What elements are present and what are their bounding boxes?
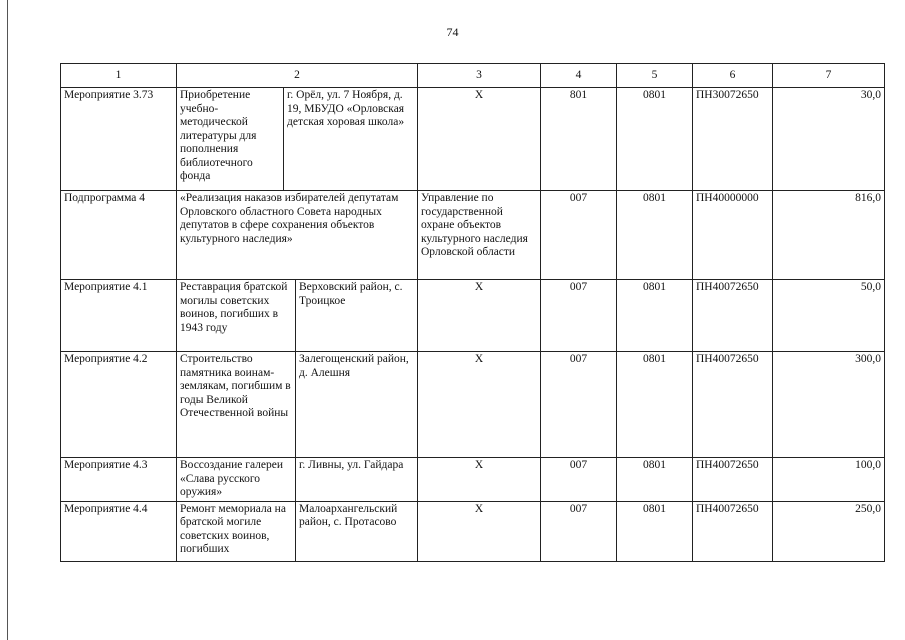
row-col7-cell: 816,0 — [773, 191, 885, 280]
row-col5-cell: 0801 — [617, 88, 693, 191]
row-name-cell: «Реализация наказов избирателей депутатам Орловского областного Совета народных депутатов в сфере сохранения объектов культурного наследия» — [177, 191, 418, 280]
page-margin-line — [7, 0, 8, 640]
table-row — [61, 352, 885, 458]
header-cell: 3 — [418, 64, 541, 88]
row-location-cell: г. Орёл, ул. 7 Ноября, д. 19, МБУДО «Орловская детская хоровая школа» — [284, 88, 418, 191]
row-col6-cell: ПН40072650 — [693, 458, 773, 502]
row-location-cell: г. Ливны, ул. Гайдара — [296, 458, 418, 502]
row-col5-cell: 0801 — [617, 501, 693, 561]
row-col7-cell: 30,0 — [773, 88, 885, 191]
row-col5-cell: 0801 — [617, 352, 693, 458]
row-id-cell: Подпрограмма 4 — [61, 191, 177, 280]
row-col3-cell: Управление по государственной охране объектов культурного наследия Орловской области — [418, 191, 541, 280]
row-col6-cell: ПН40072650 — [693, 352, 773, 458]
row-col7-cell: 250,0 — [773, 501, 885, 561]
row-name-cell: Ремонт мемориала на братской могиле советских воинов, погибших — [177, 501, 296, 561]
row-col4-cell: 007 — [541, 352, 617, 458]
row-col3-cell: X — [418, 280, 541, 352]
row-col4-cell: 007 — [541, 458, 617, 502]
header-cell: 7 — [773, 64, 885, 88]
table-row — [61, 458, 885, 502]
row-col5-cell: 0801 — [617, 458, 693, 502]
row-id-cell: Мероприятие 3.73 — [61, 88, 177, 191]
table-row — [61, 88, 885, 191]
table-row — [61, 501, 885, 561]
row-name-cell: Приобретение учебно-методической литературы для пополнения библиотечного фонда — [177, 88, 284, 191]
row-col4-cell: 007 — [541, 280, 617, 352]
page-number: 74 — [446, 25, 459, 39]
budget-table — [60, 63, 885, 562]
row-col6-cell: ПН40072650 — [693, 280, 773, 352]
row-id-cell: Мероприятие 4.3 — [61, 458, 177, 502]
row-col5-cell: 0801 — [617, 191, 693, 280]
row-col7-cell: 100,0 — [773, 458, 885, 502]
table-row — [61, 280, 885, 352]
row-location-cell: Малоархангельский район, с. Протасово — [296, 501, 418, 561]
row-col5-cell: 0801 — [617, 280, 693, 352]
header-cell: 1 — [61, 64, 177, 88]
header-cell: 2 — [177, 64, 418, 88]
row-name-cell: Воссоздание галереи «Слава русского оружия» — [177, 458, 296, 502]
row-col7-cell: 300,0 — [773, 352, 885, 458]
row-id-cell: Мероприятие 4.1 — [61, 280, 177, 352]
row-col3-cell: X — [418, 458, 541, 502]
row-col3-cell: X — [418, 352, 541, 458]
row-location-cell: Верховский район, с. Троицкое — [296, 280, 418, 352]
header-cell: 5 — [617, 64, 693, 88]
row-id-cell: Мероприятие 4.4 — [61, 501, 177, 561]
row-col6-cell: ПН40000000 — [693, 191, 773, 280]
row-col4-cell: 007 — [541, 191, 617, 280]
row-location-cell: Залегощенский район, д. Алешня — [296, 352, 418, 458]
table-row — [61, 191, 885, 280]
row-col6-cell: ПН40072650 — [693, 501, 773, 561]
row-name-cell: Строительство памятника воинам-землякам, погибшим в годы Великой Отечественной войны — [177, 352, 296, 458]
row-col4-cell: 801 — [541, 88, 617, 191]
table-header-row — [61, 64, 885, 88]
header-cell: 6 — [693, 64, 773, 88]
row-id-cell: Мероприятие 4.2 — [61, 352, 177, 458]
row-col3-cell: X — [418, 501, 541, 561]
header-cell: 4 — [541, 64, 617, 88]
row-col3-cell: X — [418, 88, 541, 191]
row-name-cell: Реставрация братской могилы советских воинов, погибших в 1943 году — [177, 280, 296, 352]
row-col7-cell: 50,0 — [773, 280, 885, 352]
row-col6-cell: ПН30072650 — [693, 88, 773, 191]
row-col4-cell: 007 — [541, 501, 617, 561]
